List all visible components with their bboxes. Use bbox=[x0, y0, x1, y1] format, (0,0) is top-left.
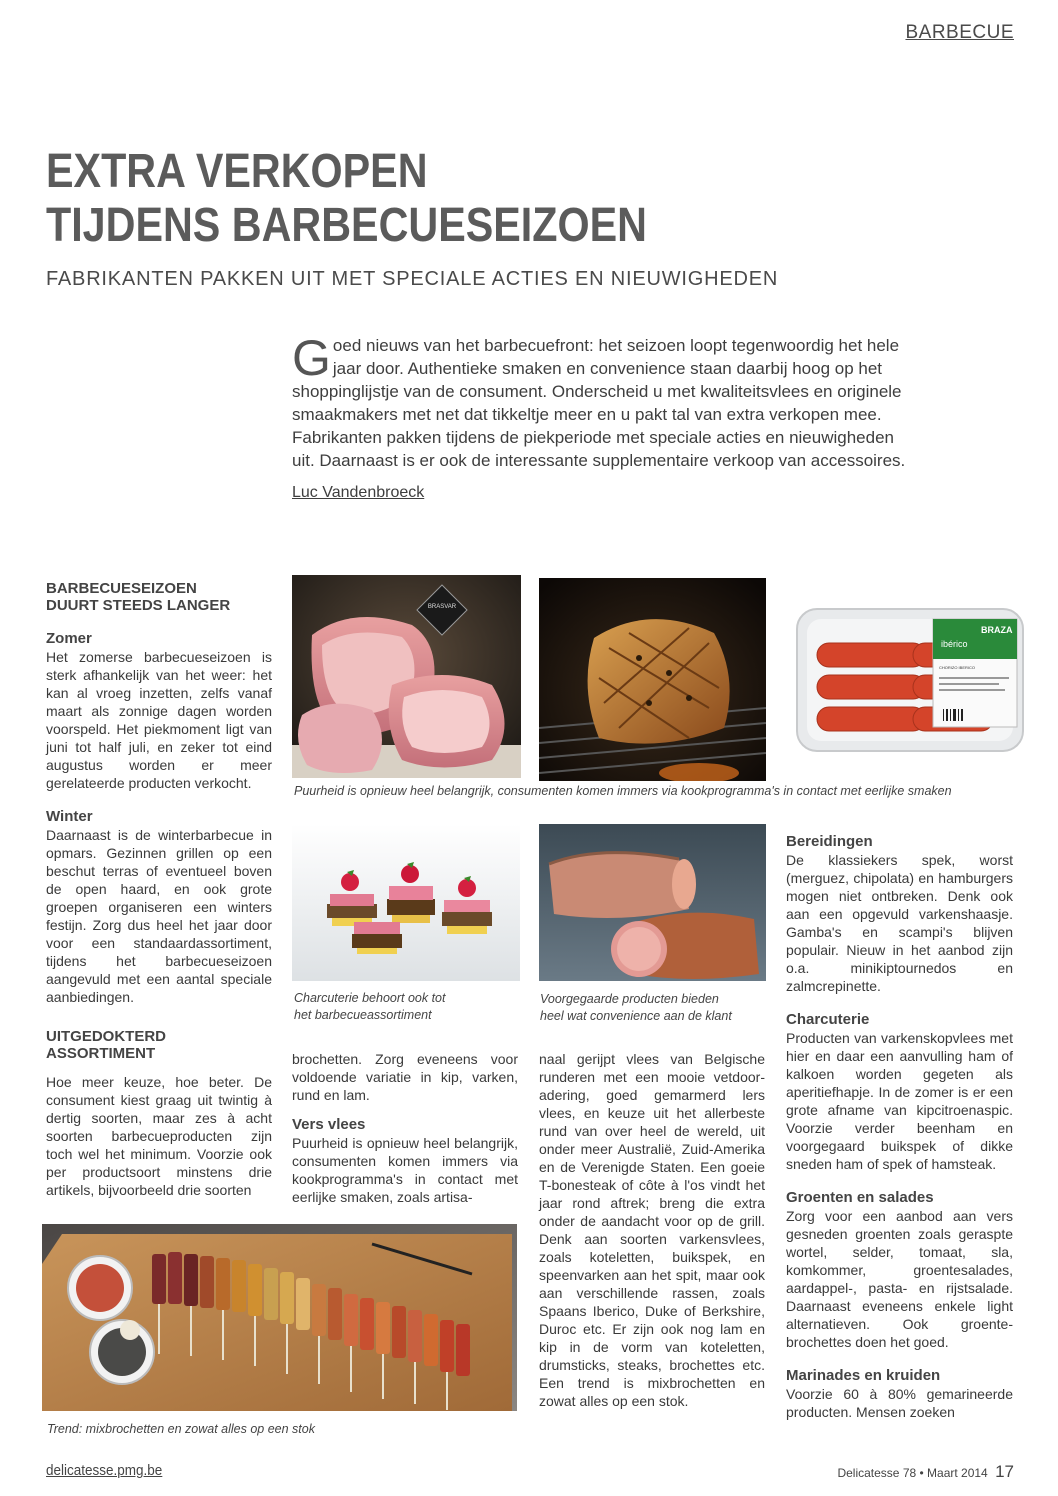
photo-pork-chops bbox=[292, 575, 521, 778]
photo-precooked-meats bbox=[539, 824, 766, 981]
brasvar-label: BRASVAR bbox=[427, 604, 457, 610]
caption-line: Charcuterie behoort ook tot bbox=[294, 991, 446, 1005]
paragraph-vers-vlees: Puurheid is opnieuw heel belangrijk, consumenten komen immers via kookprogramma's in contact met eerlijke smaken, zoals artisa- bbox=[292, 1135, 518, 1205]
intro-dropcap: G bbox=[292, 330, 331, 386]
author-link[interactable]: Luc Vandenbroeck bbox=[292, 484, 425, 501]
paragraph-zomer: Het zomerse barbecueseizoen is sterk afhankelijk van het weer: het kan al vroeg inzetten, zelfs vanaf maart als zonnige dagen worden voorspeld. Het piekmoment ligt van juni tot half juli, en zeker tot eind augustus worden er meer gerelateerde producten verkocht. bbox=[46, 649, 272, 791]
paragraph-winter: Daarnaast is de winterbarbecue in opmars. Gezinnen grillen op een beschut terras of eventueel boven de open haard, en ook grote groepen organiseren een winters festijn. Zorg dus heel het jaar door voor een standaardassortiment, tijdens het barbecueseizoen aangevuld met een aantal speciale aanbiedingen. bbox=[46, 827, 272, 1005]
subheading-zomer: Zomer bbox=[46, 630, 92, 647]
column-4 bbox=[786, 833, 1013, 1421]
caption-voorgegaard bbox=[540, 991, 766, 1025]
subheading-bereidingen: Bereidingen bbox=[786, 833, 873, 850]
title-line-1: EXTRA VERKOPEN bbox=[46, 145, 428, 198]
heading-assortiment bbox=[46, 1028, 272, 1062]
footer-issue bbox=[837, 1462, 1014, 1482]
subheading-vers-vlees: Vers vlees bbox=[292, 1116, 366, 1133]
section-label: BARBECUE bbox=[905, 22, 1014, 43]
page-subtitle: FABRIKANTEN PAKKEN UIT MET SPECIALE ACTIES EN NIEUWIGHEDEN bbox=[46, 268, 779, 290]
heading-barbecueseizoen bbox=[46, 580, 272, 614]
heading-line: DUURT STEEDS LANGER bbox=[46, 597, 231, 614]
braza-label: BRAZA bbox=[981, 625, 1013, 635]
caption-charcuterie bbox=[294, 990, 514, 1024]
iberico-label: ibérico bbox=[941, 639, 968, 649]
photo-mix-brochettes bbox=[42, 1224, 517, 1411]
paragraph-bereidingen: De klassiekers spek, worst (merguez, chipolata) en hamburgers mogen niet ontbreken. Denk ook aan een opgevuld varkenshaasje. Gamba's en scampi's blijven populair. Nieuw in het aanbod zijn o.a. minikiptournedos en zalmcrepinette. bbox=[786, 852, 1013, 994]
page-title bbox=[46, 145, 647, 253]
caption-line: het barbecueassortiment bbox=[294, 1008, 432, 1022]
caption-line: heel wat convenience aan de klant bbox=[540, 1009, 732, 1023]
column-2 bbox=[292, 1050, 518, 1206]
paragraph-marinades: Voorzie 60 à 80% gemarineerde producten. Mensen zoeken bbox=[786, 1386, 1013, 1420]
heading-line: ASSORTIMENT bbox=[46, 1045, 156, 1062]
paragraph-vlees-vervolg: naal gerijpt vlees van Belgische runderen met een mooie vetdooradering, goed gemarmerd lers vlees, en keuze uit het allerbeste rund van over heel de wereld, uit onder meer Australië, Zuid-Amerika en de Verenigde Staten. Een goeie T-bonesteak of côte à l'os vindt het jaar rond aftrek; breng die extra onder de aandacht voor op de grill. Denk aan soorten varkensvlees, zoals koteletten, buikspek, en speenvarken aan het spit, maar ook aan verschillende rassen, zoals Spaans Iberico, Duke of Berkshire, Duroc etc. Er zijn ook nog lam en kip in de vorm van koteletten, drumsticks, steaks, brochettes etc. Een trend is mixbrochetten en zowat alles op een stok. bbox=[539, 1051, 765, 1409]
subheading-marinades: Marinades en kruiden bbox=[786, 1367, 941, 1384]
paragraph-brochetten: brochetten. Zorg eveneens voor voldoende variatie in kip, varken, rund en lam. bbox=[292, 1051, 518, 1103]
intro-text: oed nieuws van het barbecuefront: het seizoen loopt tegenwoordig het hele jaar door. Authentieke smaken en convenience staan daarbij hoog op het shoppinglijstje van de consument. Onderscheid u met kwaliteitsvlees en originele smaakmakers met net dat tikkeltje meer en u pakt tal van extra verkopen mee. Fabrikanten pakken tijdens de piekperiode met speciale acties en nieuwigheden uit. Daarnaast is er ook de interessante supplementaire verkoop van accessoires. bbox=[292, 336, 906, 470]
subheading-groenten: Groenten en salades bbox=[786, 1189, 934, 1206]
caption-trend: Trend: mixbrochetten en zowat alles op een stok bbox=[47, 1422, 315, 1436]
paragraph-assortiment: Hoe meer keuze, hoe beter. De consument kiest graag uit twintig à dertig soorten, maar zes à acht soorten barbecueproducten zijn toch wel het minimum. Voorzie ook per productsoort minstens drie artikels, bijvoorbeeld drie soorten bbox=[46, 1074, 272, 1198]
column-1 bbox=[46, 580, 272, 1199]
chorizo-label: CHORIZO IBERICO bbox=[939, 665, 976, 670]
photo-chorizo-pack bbox=[793, 605, 1031, 757]
subheading-charcuterie: Charcuterie bbox=[786, 1011, 870, 1028]
paragraph-groenten: Zorg voor een aanbod aan vers gesneden groenten zoals geraspte wortel, selder, tomaat, sla, komkommer, groentesalades, aardappel-, pasta- en rijstsalade. Daarnaast eveneens enkele light alternatieven. Ook groentebrochettes doen het goed. bbox=[786, 1208, 1013, 1350]
photo-grilled-roast bbox=[539, 578, 766, 781]
caption-line: Voorgegaarde producten bieden bbox=[540, 992, 719, 1006]
heading-line: UITGEDOKTERD bbox=[46, 1028, 166, 1045]
intro-paragraph bbox=[292, 330, 912, 472]
issue-info: Delicatesse 78 • Maart 2014 bbox=[837, 1466, 988, 1480]
photo-charcuterie-appetizers bbox=[292, 824, 520, 981]
heading-line: BARBECUESEIZOEN bbox=[46, 580, 197, 597]
title-line-2: TIJDENS BARBECUESEIZOEN bbox=[46, 199, 647, 252]
page-number: 17 bbox=[995, 1462, 1014, 1481]
subheading-winter: Winter bbox=[46, 808, 93, 825]
caption-top: Puurheid is opnieuw heel belangrijk, consumenten komen immers via kookprogramma's in contact met eerlijke smaken bbox=[294, 784, 952, 798]
paragraph-charcuterie: Producten van varkenskopvlees met hier en daar een aanvulling ham of kalkoen worden gegeten als aperitiefhapje. In de zomer is er een grote afname van kipcitroenaspic. Voorzie verder beenham en voorgegaard buikspek of dikke sneden ham of spek of hamsteak. bbox=[786, 1030, 1013, 1172]
website-link[interactable]: delicatesse.pmg.be bbox=[46, 1462, 163, 1479]
column-3 bbox=[539, 1050, 765, 1410]
